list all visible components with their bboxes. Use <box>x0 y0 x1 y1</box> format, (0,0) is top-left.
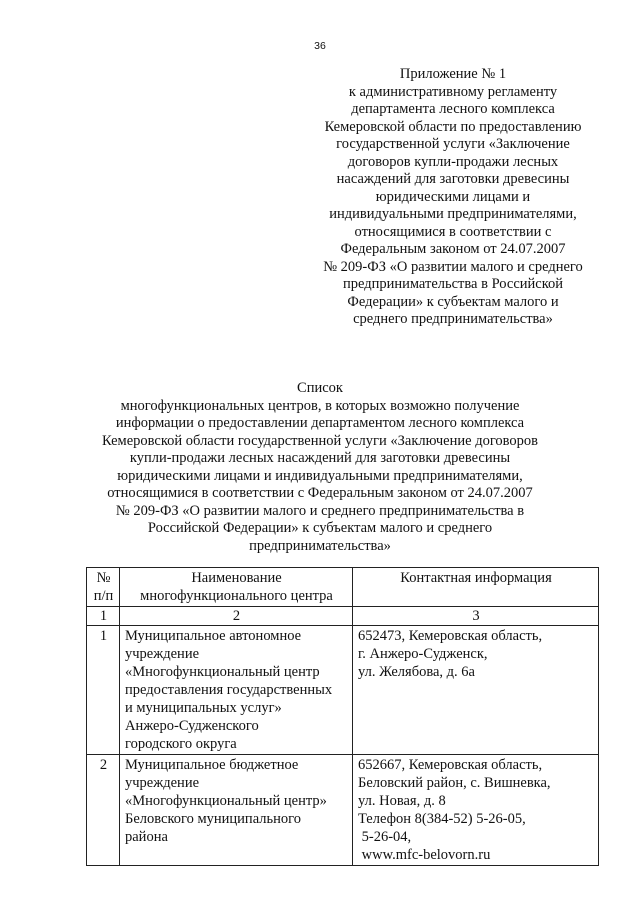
column-index-cell: 2 <box>120 607 353 626</box>
row-name-line: Муниципальное бюджетное <box>125 757 299 773</box>
page-number: 36 <box>314 40 326 52</box>
header-name-line: многофункционального центра <box>140 588 333 604</box>
list-title-line: № 209-ФЗ «О развитии малого и среднего предпринимательства в <box>115 502 525 519</box>
row-contact-line: Беловский район, с. Вишневка, <box>358 775 551 791</box>
column-index-cell: 1 <box>87 607 120 626</box>
appendix-line: государственной услуги «Заключение <box>336 136 570 152</box>
header-contact <box>353 568 599 607</box>
row-contact <box>353 626 599 755</box>
list-title-line: относящимися в соответствии с Федеральным законом от 24.07.2007 <box>107 485 533 501</box>
appendix-line: юридическими лицами и <box>375 188 531 205</box>
appendix-line: к административному регламенту <box>348 83 558 100</box>
row-number: 2 <box>87 755 120 866</box>
list-title-line: Российской Федерации» к субъектам малого и среднего <box>147 520 493 536</box>
row-name-line: «Многофункциональный центр» <box>125 793 327 809</box>
list-title-line: купли-продажи лесных насаждений для заготовки древесины <box>129 450 511 466</box>
appendix-line: договоров купли-продажи лесных <box>347 153 559 170</box>
appendix-line: Кемеровской области по предоставлению <box>324 118 582 135</box>
appendix-line: Приложение № 1 <box>399 66 507 82</box>
column-index-cell: 3 <box>353 607 599 626</box>
row-name <box>120 626 353 755</box>
appendix-line: Федеральным законом от 24.07.2007 <box>340 241 566 257</box>
header-name <box>120 568 353 607</box>
row-contact <box>353 755 599 866</box>
appendix-line: Федерации» к субъектам малого и <box>347 293 559 310</box>
row-contact-line: 652667, Кемеровская область, <box>358 757 543 773</box>
row-name-line: предоставления государственных <box>125 682 333 698</box>
row-name-line: и муниципальных услуг» <box>125 700 282 716</box>
list-title <box>0 380 640 555</box>
row-contact-line: Телефон 8(384-52) 5-26-05, <box>358 811 526 827</box>
row-name-line: учреждение <box>125 646 200 662</box>
appendix-line: относящимися в соответствии с <box>354 223 552 240</box>
header-num <box>87 568 120 607</box>
appendix-line: среднего предпринимательства» <box>353 311 553 327</box>
row-contact-line: г. Анжеро-Судженск, <box>358 646 488 662</box>
row-name <box>120 755 353 866</box>
row-name-line: городского округа <box>125 736 237 752</box>
appendix-line: индивидуальными предпринимателями, <box>329 206 577 222</box>
row-name-line: Беловского муниципального <box>125 811 301 827</box>
appendix-header <box>300 66 606 329</box>
row-name-line: «Многофункциональный центр <box>125 664 320 680</box>
list-title-line: юридическими лицами и индивидуальными предпринимателями, <box>117 467 523 484</box>
list-title-line: Кемеровской области государственной услуги «Заключение договоров <box>102 432 538 449</box>
row-contact-line: ул. Желябова, д. 6а <box>358 664 475 680</box>
row-contact-line: ул. Новая, д. 8 <box>358 793 446 809</box>
row-name-line: Муниципальное автономное <box>125 628 302 644</box>
header-name-line: Наименование <box>191 570 282 586</box>
appendix-line: предпринимательства в Российской <box>342 276 564 292</box>
appendix-line: департамента лесного комплекса <box>351 101 555 117</box>
website-link[interactable]: www.mfc-belovorn.ru <box>358 847 491 863</box>
list-title-line: многофункциональных центров, в которых возможно получение <box>120 397 520 414</box>
table-row <box>87 755 599 866</box>
row-name-line: учреждение <box>125 775 200 791</box>
row-number: 1 <box>87 626 120 755</box>
header-contact-line: Контактная информация <box>400 570 552 586</box>
mfc-table <box>86 567 599 866</box>
list-title-line: информации о предоставлении департаментом лесного комплекса <box>115 415 525 431</box>
row-contact-line: 5-26-04, <box>358 829 412 845</box>
table-header-row <box>87 568 599 607</box>
table-row <box>87 626 599 755</box>
row-name-line: Анжеро-Судженского <box>125 718 259 734</box>
appendix-line: № 209-ФЗ «О развитии малого и среднего <box>323 258 583 275</box>
list-title-line: предпринимательства» <box>249 537 391 554</box>
row-contact-line: 652473, Кемеровская область, <box>358 628 543 644</box>
appendix-line: насаждений для заготовки древесины <box>336 171 570 187</box>
column-index-row <box>87 607 599 626</box>
list-title-heading: Список <box>297 380 343 396</box>
row-name-line: района <box>125 829 168 845</box>
header-num-line: п/п <box>93 588 114 604</box>
header-num-line: № <box>96 570 111 586</box>
